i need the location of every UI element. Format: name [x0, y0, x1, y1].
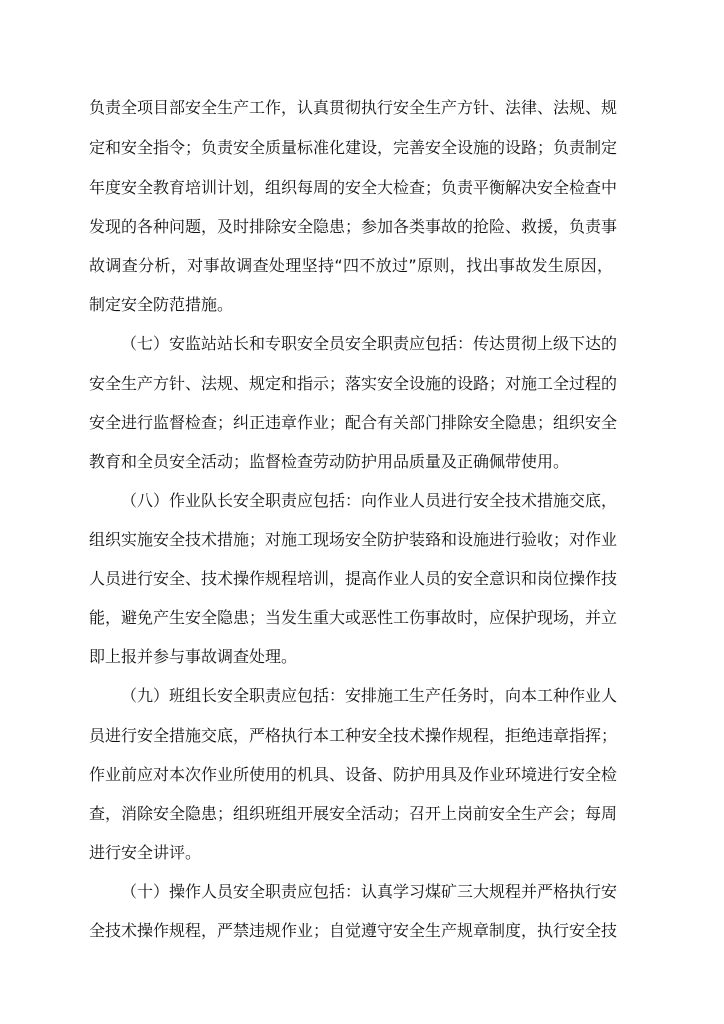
document-page: 负责全项目部安全生产工作，认真贯彻执行安全生产方针、法律、法规、规 定和安全指令；负责安全质量标准化建设，完善安全设施的设路；负责制定 年度安全教育培训计划，组织每周的安全大检查；负责平衡解决安全检查中 发现的各种问题，及时排除安全隐患；参加各类事故的抢险、救援，负责事 故调查分析，对事故调查处理坚持“四不放过”原则，找出事故发生原因， 制定安全防范措施。 （七）安监站站长和专职安全员安全职责应包括：传达贯彻上级下达的 安全生产方针、法规、规定和指示；落实安全设施的设路；对施工全过程的 安全进行监督检查；纠正违章作业；配合有关部门排除安全隐患；组织安全 教育和全员安全活动；监督检查劳动防护用品质量及正确佩带使用。 （八）作业队长安全职责应包括：向作业人员进行安全技术措施交底， 组织实施安全技术措施；对施工现场安全防护装臵和设施进行验收；对作业 人员进行安全、技术操作规程培训，提高作业人员的安全意识和岗位操作技 能，避免产生安全隐患；当发生重大或恶性工伤事故时，应保护现场，并立 即上报并参与事故调查处理。 （九）班组长安全职责应包括：安排施工生产任务时，向本工种作业人 员进行安全措施交底，严格执行本工种安全技术操作规程，拒绝违章指挥； 作业前应对本次作业所使用的机具、设备、防护用具及作业环境进行安全检 查，消除安全隐患；组织班组开展安全活动；召开上岗前安全生产会；每周 进行安全讲评。 （十）操作人员安全职责应包括：认真学习煤矿三大规程并严格执行安 全技术操作规程，严禁违规作业；自觉遵守安全生产规章制度，执行安全技: [0, 0, 724, 1024]
